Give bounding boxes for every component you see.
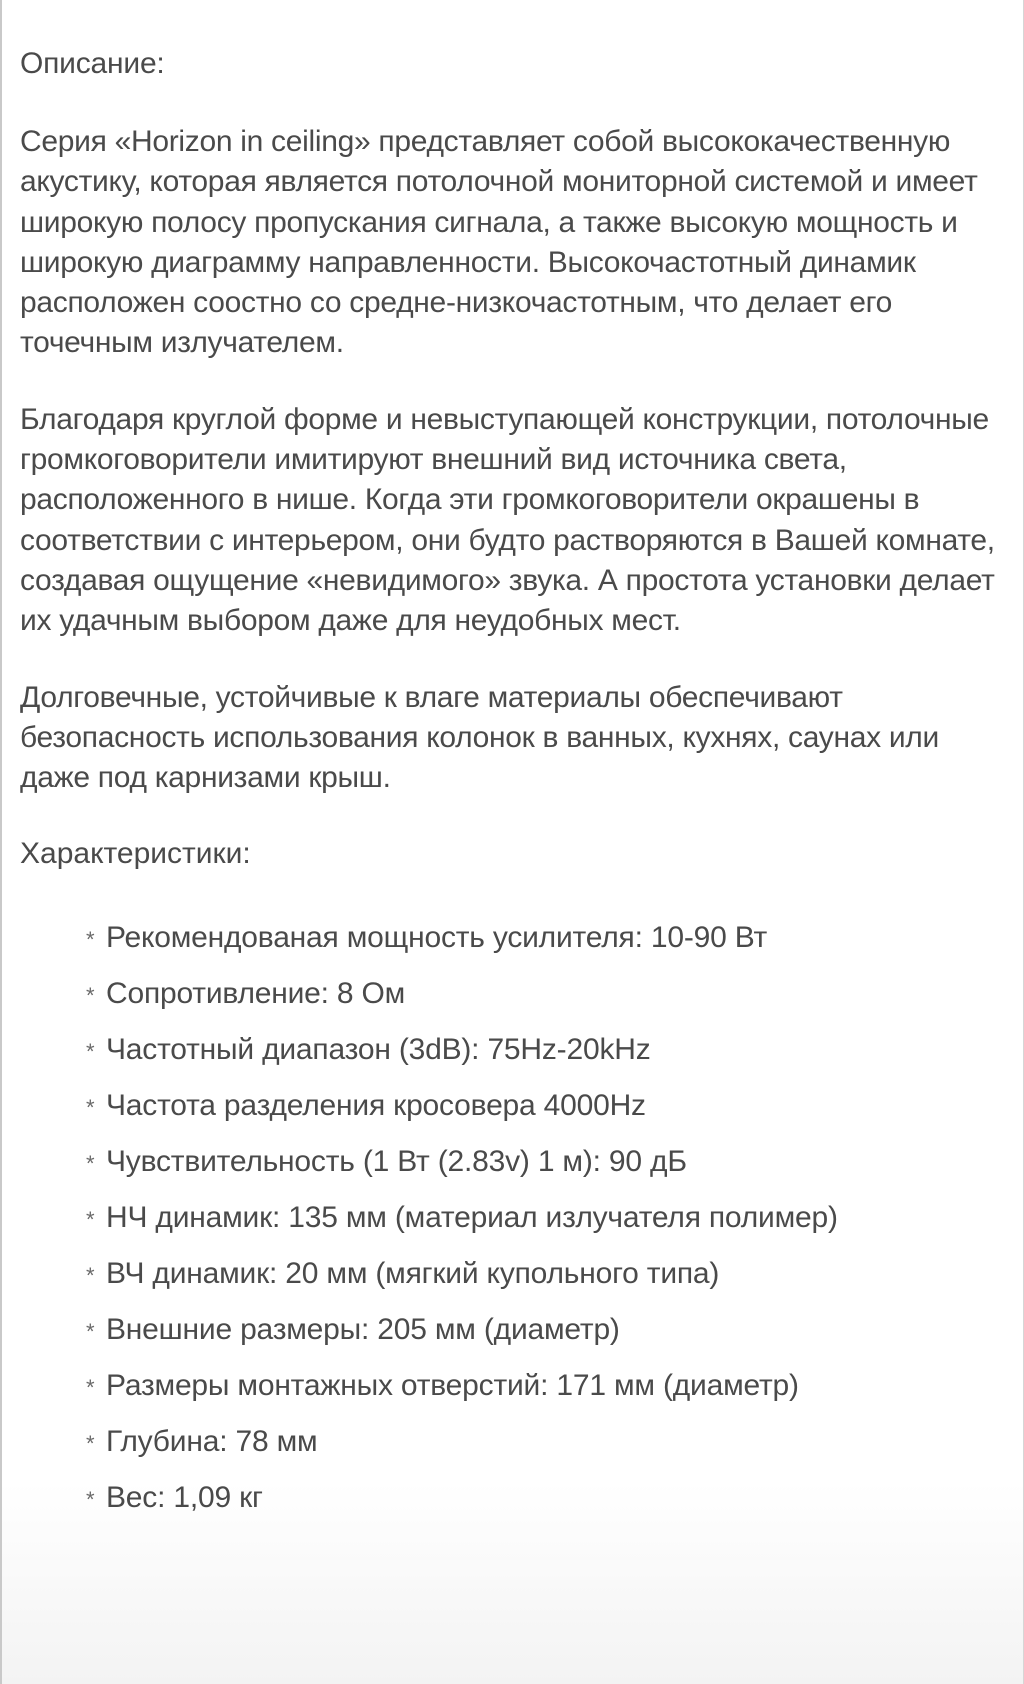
spec-text: Частота разделения кросовера 4000Hz [106,1089,646,1123]
spec-text: НЧ динамик: 135 мм (материал излучателя полимер) [106,1201,838,1235]
bullet-icon: * [86,1151,95,1177]
spec-text: Рекомендованая мощность усилителя: 10-90 Вт [106,921,768,955]
specs-heading: Характеристики: [20,837,251,871]
bullet-icon: * [86,1487,95,1513]
bullet-icon: * [86,983,95,1009]
spec-text: Вес: 1,09 кг [106,1481,263,1515]
spec-text: Сопротивление: 8 Ом [106,977,406,1011]
bullet-icon: * [86,927,95,953]
spec-item-weight [86,1478,1004,1534]
product-description [20,44,1004,1534]
spec-item-crossover [86,1086,1004,1142]
description-paragraph-1: Серия «Horizon in ceiling» представляет собой высококачественную акустику, которая является потолочной мониторной системой и имеет широкую полосу пропускания сигнала, а также высокую мощность и широкую диаграмму направленности. Высокочастотный динамик расположен соостно со средне-низкочастотным, что делает его точечным излучателем. [20,125,978,360]
description-paragraph-3: Долговечные, устойчивые к влаге материалы обеспечивают безопасность использования колонок в ванных, кухнях, саунах или даже под карнизами крыш. [20,680,939,795]
spec-item-cutout-size [86,1366,1004,1422]
bullet-icon: * [86,1095,95,1121]
spec-item-outer-size [86,1310,1004,1366]
specs-list [20,918,1004,1534]
bullet-icon: * [86,1431,95,1457]
spec-item-woofer [86,1198,1004,1254]
bullet-icon: * [86,1375,95,1401]
spec-text: Частотный диапазон (3dB): 75Hz-20kHz [106,1033,651,1067]
spec-text: Чувствительность (1 Вт (2.83v) 1 м): 90 дБ [106,1145,687,1179]
spec-item-depth [86,1422,1004,1478]
bullet-icon: * [86,1263,95,1289]
spec-text: Внешние размеры: 205 мм (диаметр) [106,1313,620,1347]
bullet-icon: * [86,1319,95,1345]
spec-text: Размеры монтажных отверстий: 171 мм (диаметр) [106,1369,799,1403]
left-border [0,0,2,1684]
description-heading: Описание: [20,47,165,80]
bullet-icon: * [86,1207,95,1233]
spec-text: Глубина: 78 мм [106,1425,318,1459]
spec-item-tweeter [86,1254,1004,1310]
spec-item-frequency-range [86,1030,1004,1086]
spec-item-impedance [86,974,1004,1030]
spec-text: ВЧ динамик: 20 мм (мягкий купольного типа) [106,1257,720,1291]
spec-item-sensitivity [86,1142,1004,1198]
description-paragraph-2: Благодаря круглой форме и невыступающей конструкции, потолочные громкоговорители имитируют внешний вид источника света, расположенного в нише. Когда эти громкоговорители окрашены в соответствии с интерьером, они будто растворяются в Вашей комнате, создавая ощущение «невидимого» звука. А простота установки делает их удачным выбором даже для неудобных мест. [20,402,995,638]
bullet-icon: * [86,1039,95,1065]
spec-item-amplifier-power [86,918,1004,974]
